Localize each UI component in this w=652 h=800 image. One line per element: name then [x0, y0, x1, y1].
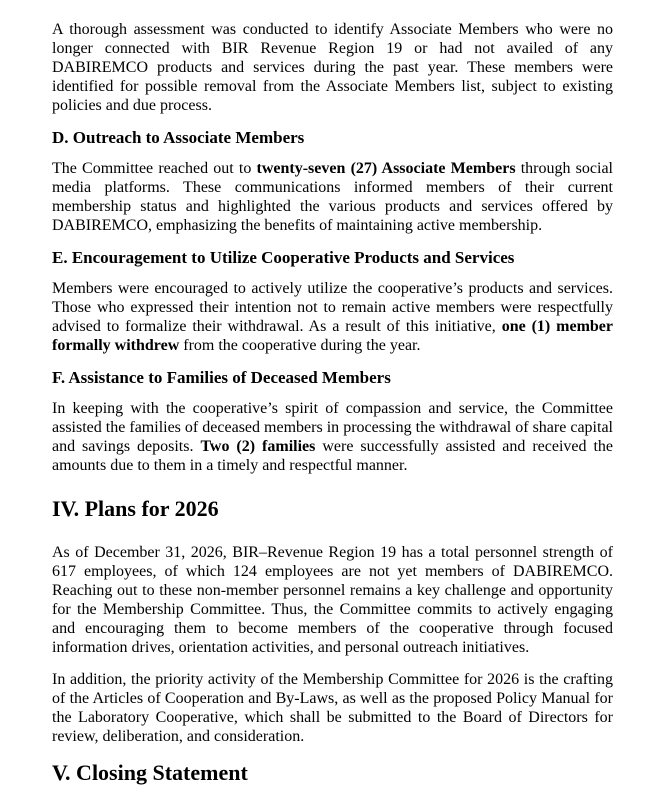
paragraph-plans-priority	[52, 670, 613, 746]
bold-text: twenty-seven (27) Associate Members	[256, 160, 516, 177]
heading-closing-statement: V. Closing Statement	[52, 760, 248, 785]
paragraph-text: Members were encouraged to actively utilize the cooperative’s products and services. Those who expressed their intention not to remain active members were respectfully advised to formalize their withdrawal. As a result of this initiative,	[52, 280, 613, 335]
bold-text: Two (2) families	[200, 438, 316, 455]
paragraph-outreach	[52, 159, 613, 235]
paragraph-assessment	[52, 20, 613, 115]
heading-assistance: F. Assistance to Families of Deceased Members	[52, 368, 391, 387]
paragraph-text: were successfully assisted and received the amounts due to them in a timely and respectful manner.	[52, 438, 614, 474]
paragraph-plans-intro	[52, 543, 613, 657]
paragraph-text: from the cooperative during the year.	[179, 337, 421, 354]
bold-text: one (1) member formally withdrew	[52, 318, 614, 354]
paragraph-text: A thorough assessment was conducted to identify Associate Members who were no longer connected with BIR Revenue Region 19 or had not availed of any DABIREMCO products and services during the past year. These members were identified for possible removal from the Associate Members list, subject to existing policies and due process.	[52, 21, 613, 114]
paragraph-encouragement	[52, 279, 613, 355]
paragraph-text: through social media platforms. These communications informed members of their current membership status and highlighted the various products and services offered by DABIREMCO, emphasizing the benefits of maintaining active membership.	[52, 160, 614, 234]
paragraph-text: In keeping with the cooperative’s spirit of compassion and service, the Committee assisted the families of deceased members in processing the withdrawal of share capital and savings deposits.	[52, 400, 613, 455]
heading-encouragement: E. Encouragement to Utilize Cooperative Products and Services	[52, 248, 515, 267]
paragraph-assistance	[52, 399, 613, 475]
paragraph-text: The Committee reached out to	[52, 160, 257, 177]
heading-plans-2026: IV. Plans for 2026	[52, 496, 219, 521]
paragraph-text: In addition, the priority activity of the Membership Committee for 2026 is the crafting of the Articles of Cooperation and By-Laws, as well as the proposed Policy Manual for the Laboratory Cooperative, which shall be submitted to the Board of Directors for review, deliberation, and consideration.	[52, 671, 613, 745]
heading-outreach: D. Outreach to Associate Members	[52, 128, 305, 147]
paragraph-text: As of December 31, 2026, BIR–Revenue Region 19 has a total personnel strength of 617 employees, of which 124 employees are not yet members of DABIREMCO. Reaching out to these non-member personnel remains a key challenge and opportunity for the Membership Committee. Thus, the Committee commits to actively engaging and encouraging them to become members of the cooperative through focused information drives, orientation activities, and personal outreach initiatives.	[52, 544, 613, 656]
